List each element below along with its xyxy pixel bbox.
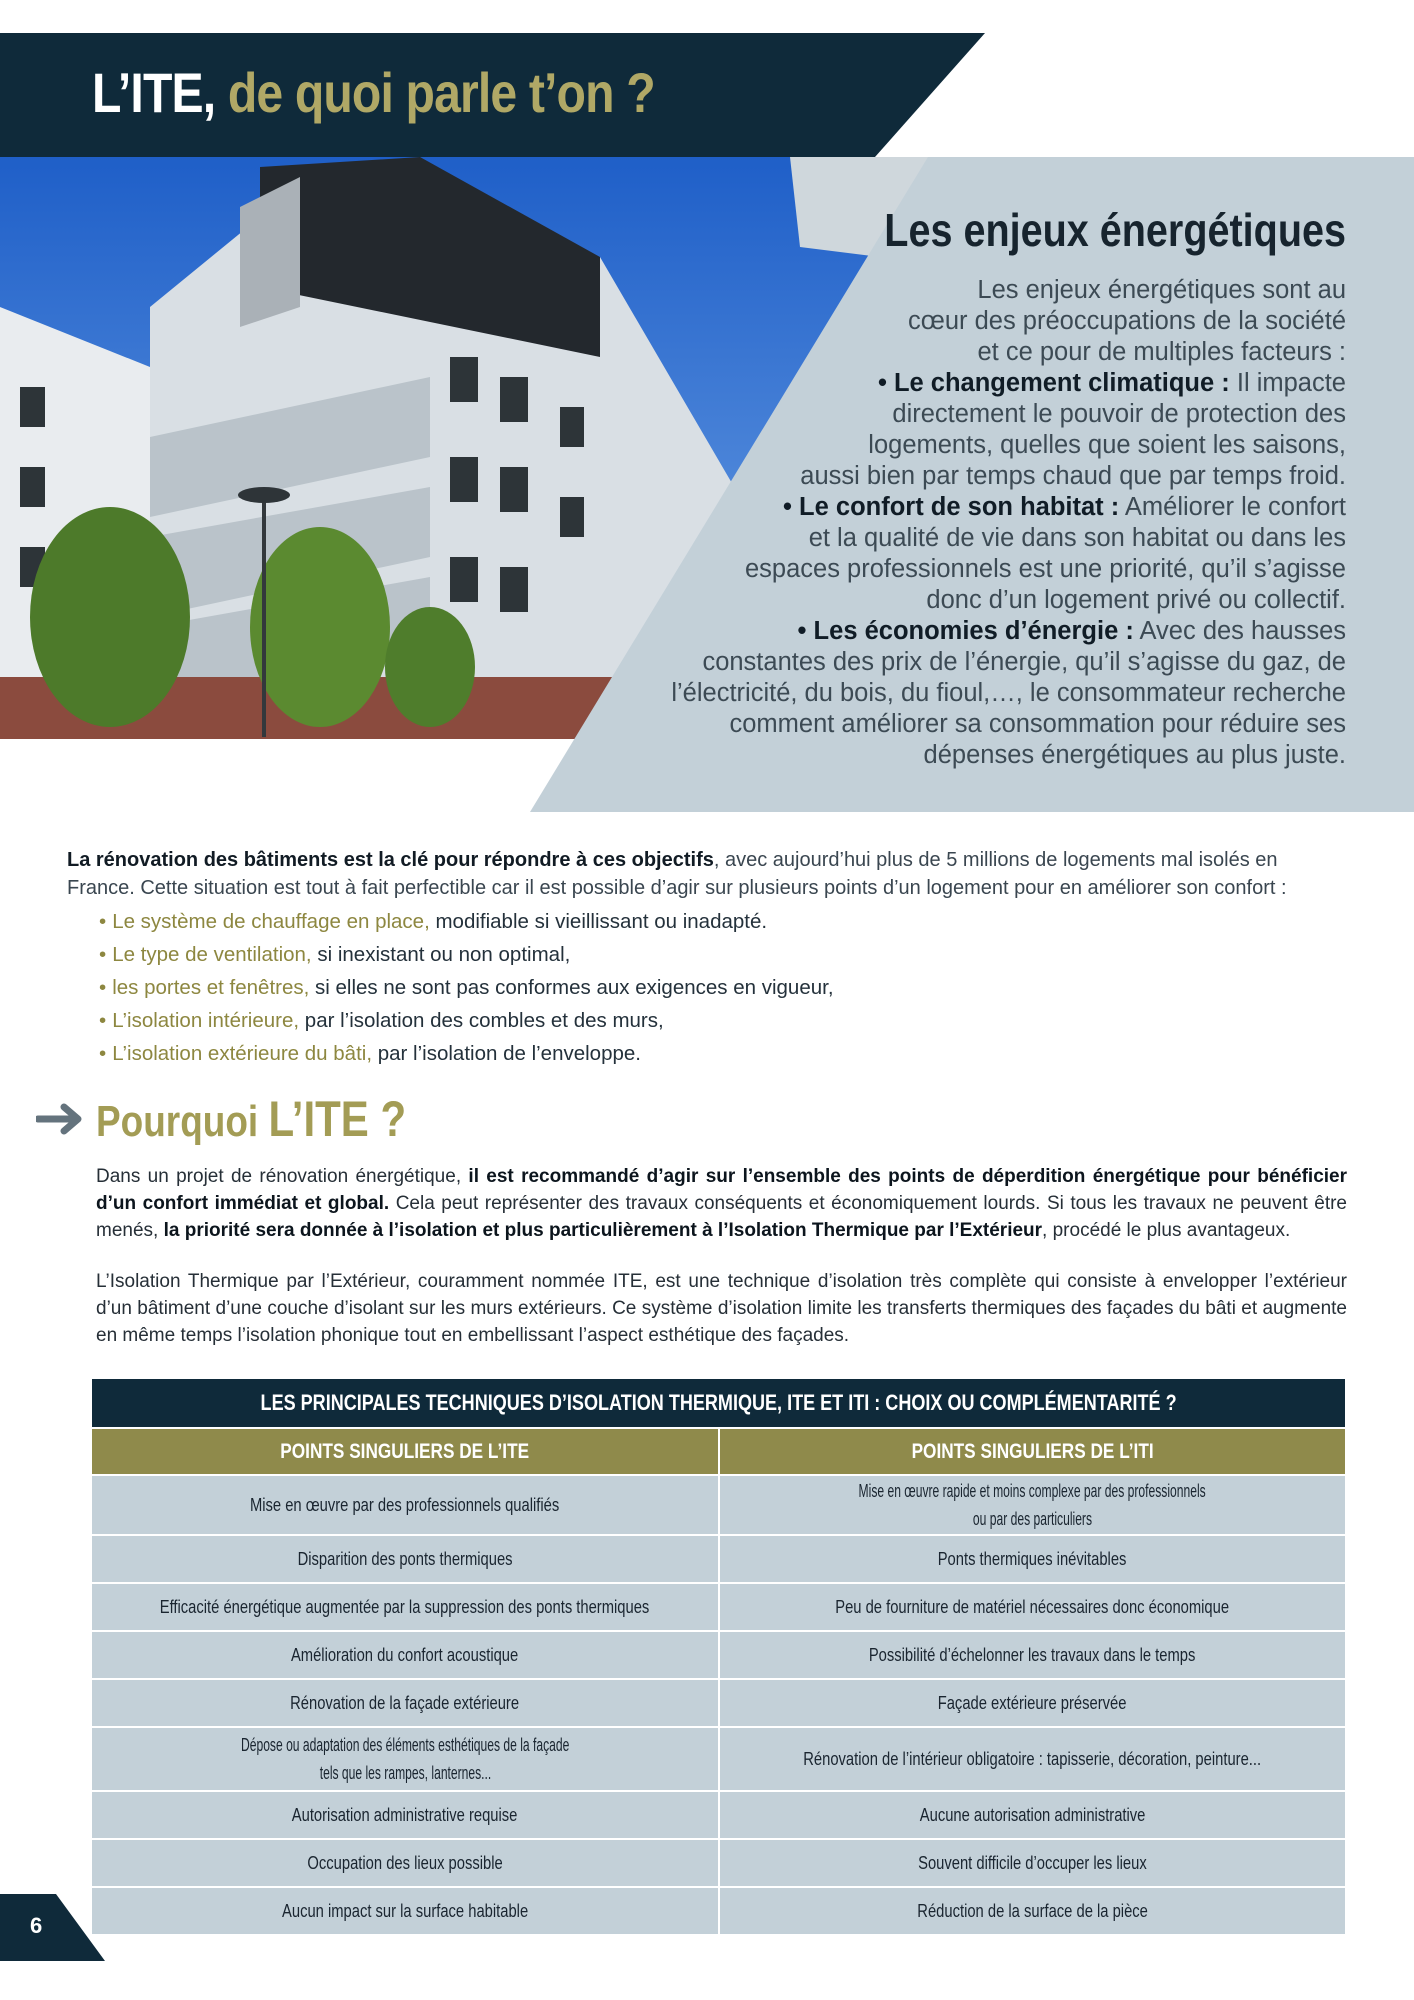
improvement-list xyxy=(67,905,1349,1070)
panel-line: constantes des prix de l’énergie, qu’il s’agisse du gaz, de xyxy=(702,648,1346,676)
page-number: 6 xyxy=(30,1913,43,1938)
table-row xyxy=(92,1728,1345,1790)
panel-line: • Le confort de son habitat : Améliorer le confort xyxy=(783,493,1346,521)
bullet-icon: • xyxy=(99,976,107,999)
panel-line: directement le pouvoir de protection des xyxy=(892,400,1346,428)
cell-ite: Amélioration du confort acoustique xyxy=(92,1632,718,1678)
list-item: • L’isolation intérieure, par l’isolation des combles et des murs, xyxy=(99,1009,664,1032)
cell-iti: Rénovation de l’intérieur obligatoire : tapisserie, décoration, peinture... xyxy=(720,1728,1346,1790)
panel-line: comment améliorer sa consommation pour réduire ses xyxy=(729,710,1346,738)
body-paragraph: Dans un projet de rénovation énergétique, il est recommandé d’agir sur l’ensemble des points de déperdition énergétique pour bénéficier d’un confort immédiat et global. Cela peut représenter des travaux conséquents et économiquement lourds. Si tous les travaux ne peuvent être menés, la priorité sera donnée à l’isolation et plus particulièrement à l’Isolation Thermique par l’Extérieur, procédé le plus avantageux. xyxy=(96,1166,1347,1241)
page-number-tab xyxy=(0,1894,105,1961)
list-item: • Le système de chauffage en place, modifiable si vieillissant ou inadapté. xyxy=(99,910,768,933)
table-row xyxy=(92,1536,1345,1582)
cell-iti: Réduction de la surface de la pièce xyxy=(720,1888,1346,1934)
table-row xyxy=(92,1792,1345,1838)
cell-iti: Souvent difficile d’occuper les lieux xyxy=(720,1840,1346,1886)
cell-ite: Aucun impact sur la surface habitable xyxy=(92,1888,718,1934)
bullet-icon: • xyxy=(99,1042,107,1065)
panel-line: et la qualité de vie dans son habitat ou dans les xyxy=(808,524,1346,552)
list-item: • L’isolation extérieure du bâti, par l’isolation de l’enveloppe. xyxy=(99,1042,641,1065)
cell-iti: Peu de fourniture de matériel nécessaires donc économique xyxy=(720,1584,1346,1630)
list-item: • Le type de ventilation, si inexistant ou non optimal, xyxy=(99,943,571,966)
arrow-right-icon xyxy=(36,1103,86,1135)
cell-ite: Disparition des ponts thermiques xyxy=(92,1536,718,1582)
table-row xyxy=(92,1888,1345,1934)
panel-line: l’électricité, du bois, du fioul,…, le consommateur recherche xyxy=(671,679,1346,707)
section-title: Pourquoi L’ITE ? xyxy=(96,1091,407,1147)
panel-heading: Les enjeux énergétiques xyxy=(884,204,1346,256)
column-header-ite: POINTS SINGULIERS DE L’ITE xyxy=(92,1429,718,1474)
cell-iti: Aucune autorisation administrative xyxy=(720,1792,1346,1838)
cell-ite: Mise en œuvre par des professionnels qualifiés xyxy=(92,1476,718,1534)
cell-ite: Rénovation de la façade extérieure xyxy=(92,1680,718,1726)
panel-line: aussi bien par temps chaud que par temps froid. xyxy=(800,462,1346,490)
section-heading xyxy=(36,1090,466,1148)
energy-panel xyxy=(626,203,1346,771)
cell-iti: Façade extérieure préservée xyxy=(720,1680,1346,1726)
table-row xyxy=(92,1840,1345,1886)
table-title: LES PRINCIPALES TECHNIQUES D’ISOLATION THERMIQUE, ITE ET ITI : CHOIX OU COMPLÉMENTARITÉ ? xyxy=(92,1379,1345,1427)
page-title: L’ITE, de quoi parle t’on ? xyxy=(92,61,655,124)
table-row xyxy=(92,1584,1345,1630)
body-paragraph: L’Isolation Thermique par l’Extérieur, couramment nommée ITE, est une technique d’isolation très complète qui consiste à envelopper l’extérieur d’un bâtiment d’une couche d’isolant sur les murs extérieurs. Ce système d’isolation limite les transferts thermiques des façades du bâti et augmente en même temps l’isolation phonique tout en embellissant l’aspect esthétique des façades. xyxy=(96,1271,1347,1346)
panel-line: Les enjeux énergétiques sont au xyxy=(977,276,1346,304)
intro-section xyxy=(67,846,1349,1070)
bullet-icon: • xyxy=(99,943,107,966)
cell-iti: Mise en œuvre rapide et moins complexe par des professionnels ou par des particuliers xyxy=(720,1476,1346,1534)
panel-line: cœur des préoccupations de la société xyxy=(908,307,1346,335)
list-item: • les portes et fenêtres, si elles ne sont pas conformes aux exigences en vigueur, xyxy=(99,976,834,999)
panel-line: dépenses énergétiques au plus juste. xyxy=(923,741,1346,769)
panel-line: • Les économies d’énergie : Avec des hausses xyxy=(797,617,1346,645)
cell-ite: Dépose ou adaptation des éléments esthétiques de la façade tels que les rampes, lanternes... xyxy=(92,1728,718,1790)
table-row xyxy=(92,1476,1345,1534)
cell-iti: Ponts thermiques inévitables xyxy=(720,1536,1346,1582)
column-header-iti: POINTS SINGULIERS DE L’ITI xyxy=(720,1429,1346,1474)
panel-line: espaces professionnels est une priorité, qu’il s’agisse xyxy=(745,555,1346,583)
panel-line: • Le changement climatique : Il impacte xyxy=(877,369,1346,397)
table-header-row xyxy=(92,1429,1345,1474)
panel-line: donc d’un logement privé ou collectif. xyxy=(926,586,1346,614)
bullet-icon: • xyxy=(99,910,107,933)
table-row xyxy=(92,1632,1345,1678)
cell-ite: Occupation des lieux possible xyxy=(92,1840,718,1886)
comparison-table xyxy=(92,1379,1345,1934)
panel-line: et ce pour de multiples facteurs : xyxy=(977,338,1346,366)
table-row xyxy=(92,1680,1345,1726)
cell-ite: Efficacité énergétique augmentée par la suppression des ponts thermiques xyxy=(92,1584,718,1630)
intro-paragraph: La rénovation des bâtiments est la clé pour répondre à ces objectifs, avec aujourd’hui plus de 5 millions de logements mal isolés en France. Cette situation est tout à fait perfectible car il est possible d’agir sur plusieurs points d’un logement pour en améliorer son confort : xyxy=(67,849,1287,899)
bullet-icon: • xyxy=(99,1009,107,1032)
cell-iti: Possibilité d’échelonner les travaux dans le temps xyxy=(720,1632,1346,1678)
panel-line: logements, quelles que soient les saisons, xyxy=(868,431,1346,459)
cell-ite: Autorisation administrative requise xyxy=(92,1792,718,1838)
